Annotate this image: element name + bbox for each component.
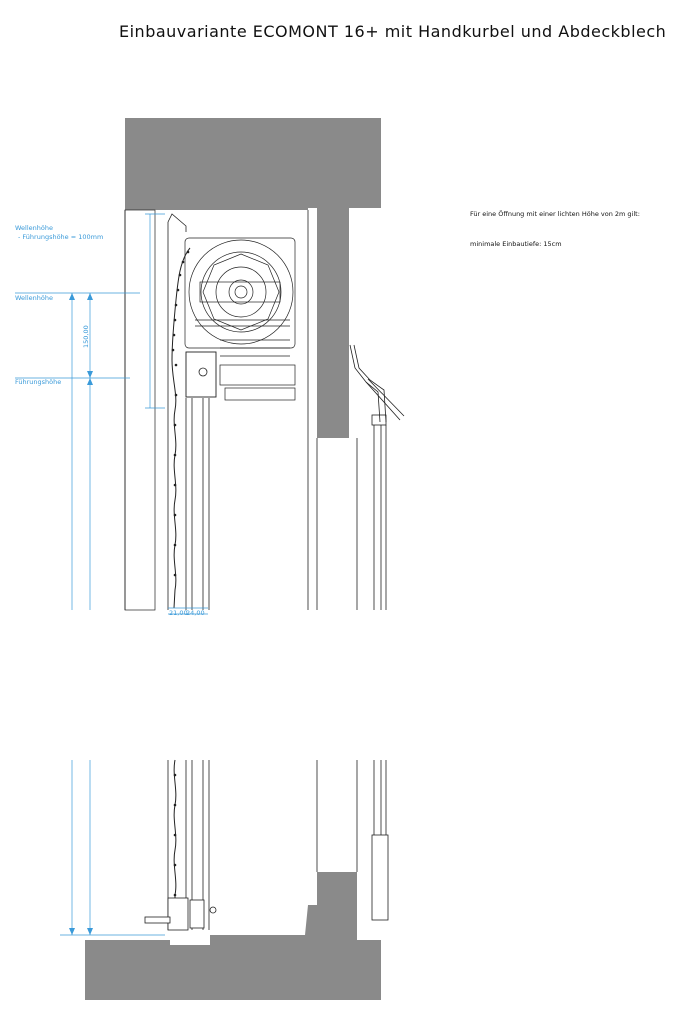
left-wall-upper <box>125 210 155 610</box>
shutter-curtain-lower <box>174 760 176 905</box>
bottom-bar <box>145 898 216 930</box>
note-min-depth: minimale Einbautiefe: 15cm <box>470 240 562 248</box>
label-dim-bottom: 21,00 <box>169 609 188 617</box>
drawing-title: Einbauvariante ECOMONT 16+ mit Handkurbel und Abdeckblech <box>119 22 667 41</box>
cover-sheet <box>168 214 186 232</box>
dimension-arrows-lower <box>69 928 93 935</box>
label-dim-150: 150,00 <box>82 325 90 348</box>
label-fuehrungshoehe: Führungshöhe <box>15 378 62 386</box>
sill-wall <box>85 872 381 1000</box>
drive-housing <box>186 352 216 397</box>
label-dim-bottom2: 24,00 <box>186 609 205 617</box>
label-wellenhoehe-diff-1: Wellenhöhe <box>15 224 53 232</box>
label-wellenhoehe: Wellenhöhe <box>15 294 53 302</box>
window-sash-lower <box>372 835 388 920</box>
crank-handle <box>350 345 404 425</box>
note-opening: Für eine Öffnung mit einer lichten Höhe von 2m gilt: <box>470 210 640 218</box>
label-wellenhoehe-diff-2: - Führungshöhe = 100mm <box>18 233 104 241</box>
dimension-arrows-upper <box>69 293 93 385</box>
shutter-curtain-upper <box>172 248 190 608</box>
lintel-wall <box>125 118 381 438</box>
dimension-lines-lower <box>60 760 165 935</box>
